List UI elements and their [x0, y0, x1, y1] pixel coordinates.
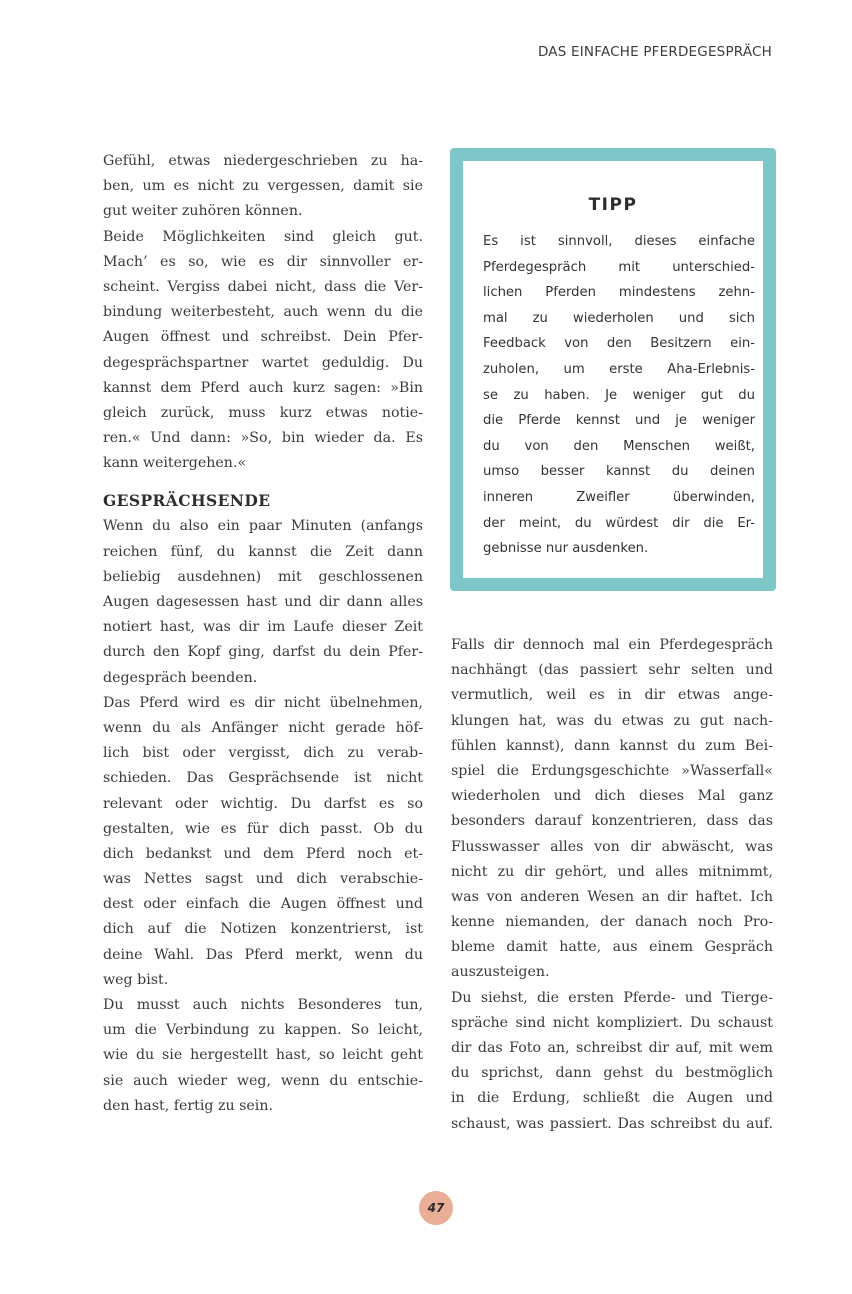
text-line: se zu haben. Je weniger gut du [483, 387, 755, 403]
text-line: klungen hat, was du etwas zu gut nach- [451, 712, 773, 729]
paragraph [103, 149, 423, 225]
paragraph [451, 633, 773, 986]
text-line: Feedback von den Besitzern ein- [483, 336, 755, 352]
text-line: spräche sind nicht kompliziert. Du schaust [451, 1014, 773, 1031]
text-line: in die Erdung, schließt die Augen und [451, 1090, 773, 1107]
text-line: spiel die Erdungsgeschichte »Wasserfall« [451, 762, 773, 779]
text-line: zuholen, um erste Aha-Erlebnis- [483, 361, 755, 377]
text-line: kenne niemanden, der danach noch Pro- [451, 914, 773, 931]
text-line: schaust, was passiert. Das schreibst du auf. [451, 1115, 773, 1132]
text-line: ben, um es nicht zu vergessen, damit sie [103, 178, 423, 195]
text-line: auszusteigen. [451, 964, 550, 981]
text-line: gleich zurück, muss kurz etwas notie- [103, 404, 423, 421]
text-line: lich bist oder vergisst, dich zu verab- [103, 745, 423, 762]
running-head: DAS EINFACHE PFERDEGESPRÄCH [537, 44, 772, 60]
text-line: dest oder einfach die Augen öffnest und [103, 896, 423, 913]
tip-title: TIPP [588, 195, 638, 215]
text-line: vermutlich, weil es in dir etwas ange- [451, 687, 773, 704]
text-line: fühlen kannst), dann kannst du zum Bei- [451, 737, 773, 754]
text-line: du sprichst, dann gehst du bestmöglich [451, 1065, 773, 1082]
text-line: degesprächspartner wartet geduldig. Du [103, 354, 423, 371]
text-line: besonders darauf konzentrieren, dass das [451, 813, 773, 830]
text-line: inneren Zweifler überwinden, [483, 489, 755, 505]
text-line: kannst dem Pferd auch kurz sagen: »Bin [103, 379, 423, 396]
text-line: lichen Pferden mindestens zehn- [483, 285, 755, 301]
text-line: dich auf die Notizen konzentrierst, ist [103, 921, 423, 938]
text-line: relevant oder wichtig. Du darfst es so [103, 795, 423, 812]
paragraph [103, 691, 423, 993]
text-line: weg bist. [103, 971, 169, 988]
text-line: gestalten, wie es für dich passt. Ob du [103, 820, 423, 837]
page-number-badge: 47 [419, 1191, 453, 1225]
text-line: Wenn du also ein paar Minuten (anfangs [103, 518, 423, 535]
text-line: Es ist sinnvoll, dieses einfache [483, 234, 755, 249]
text-line: schieden. Das Gesprächsende ist nicht [103, 770, 423, 787]
text-line: deine Wahl. Das Pferd merkt, wenn du [103, 946, 423, 963]
text-line: sie auch wieder weg, wenn du entschie- [103, 1072, 423, 1089]
text-line: bleme damit hatte, aus einem Gespräch [451, 939, 773, 956]
text-line: scheint. Vergiss dabei nicht, dass die Ver- [103, 278, 423, 295]
right-column [451, 633, 773, 1137]
text-line: dir das Foto an, schreibst dir auf, mit wem [451, 1040, 773, 1056]
paragraph [451, 986, 773, 1137]
text-line: Falls dir dennoch mal ein Pferdegespräch [451, 637, 773, 653]
text-line: ren.« Und dann: »So, bin wieder da. Es [103, 430, 423, 447]
left-column [103, 149, 423, 1119]
text-line: beliebig ausdehnen) mit geschlossenen [103, 568, 423, 585]
text-line: Augen öffnest und schreibst. Dein Pfer- [103, 329, 423, 346]
text-line: was von anderen Wesen an dir haftet. Ich [451, 888, 773, 905]
text-line: Mach’ es so, wie es dir sinnvoller er- [103, 253, 423, 270]
text-line: notiert hast, was dir im Laufe dieser Zeit [103, 619, 423, 636]
text-line: wiederholen und dich dieses Mal ganz [451, 788, 773, 805]
text-line: Das Pferd wird es dir nicht übelnehmen, [103, 694, 423, 711]
text-line: wie du sie hergestellt hast, so leicht geht [103, 1047, 423, 1064]
text-line: durch den Kopf ging, darfst du dein Pfer- [103, 644, 423, 661]
text-line: mal zu wiederholen und sich [483, 310, 755, 326]
text-line: Gefühl, etwas niedergeschrieben zu ha- [103, 153, 423, 169]
text-line: Beide Möglichkeiten sind gleich gut. [103, 228, 423, 245]
tip-box [450, 148, 776, 591]
text-line: den hast, fertig zu sein. [103, 1097, 273, 1114]
tip-text [483, 229, 755, 562]
text-line: nachhängt (das passiert sehr selten und [451, 662, 773, 679]
section-heading: GESPRÄCHSENDE [103, 491, 271, 511]
paragraph [103, 514, 423, 690]
paragraph [103, 225, 423, 477]
text-line: dich bedankst und dem Pferd noch et- [103, 845, 423, 862]
text-line: bindung weiterbesteht, auch wenn du die [103, 304, 423, 321]
text-line: der meint, du würdest dir die Er- [483, 515, 755, 531]
text-line: Augen dagesessen hast und dir dann alles [103, 594, 423, 610]
text-line: Flusswasser alles von dir abwäscht, was [451, 838, 773, 855]
text-line: Pferdegespräch mit unterschied- [483, 259, 755, 275]
text-line: du von den Menschen weißt, [483, 438, 755, 454]
text-line: nicht zu dir gehört, und alles mitnimmt, [451, 863, 773, 880]
text-line: Du siehst, die ersten Pferde- und Tierge- [451, 989, 773, 1006]
text-line: gebnisse nur ausdenken. [483, 541, 649, 557]
text-line: umso besser kannst du deinen [483, 464, 755, 480]
text-line: wenn du als Anfänger nicht gerade höf- [103, 719, 423, 736]
text-line: kann weitergehen.« [103, 455, 247, 472]
text-line: um die Verbindung zu kappen. So leicht, [103, 1022, 423, 1039]
text-line: reichen fünf, du kannst die Zeit dann [103, 543, 423, 560]
text-line: degespräch beenden. [103, 669, 258, 686]
paragraph [103, 993, 423, 1119]
text-line: was Nettes sagst und dich verabschie- [103, 871, 423, 888]
text-line: gut weiter zuhören können. [103, 203, 303, 220]
text-line: Du musst auch nichts Besonderes tun, [103, 997, 423, 1013]
text-line: die Pferde kennst und je weniger [483, 413, 755, 429]
